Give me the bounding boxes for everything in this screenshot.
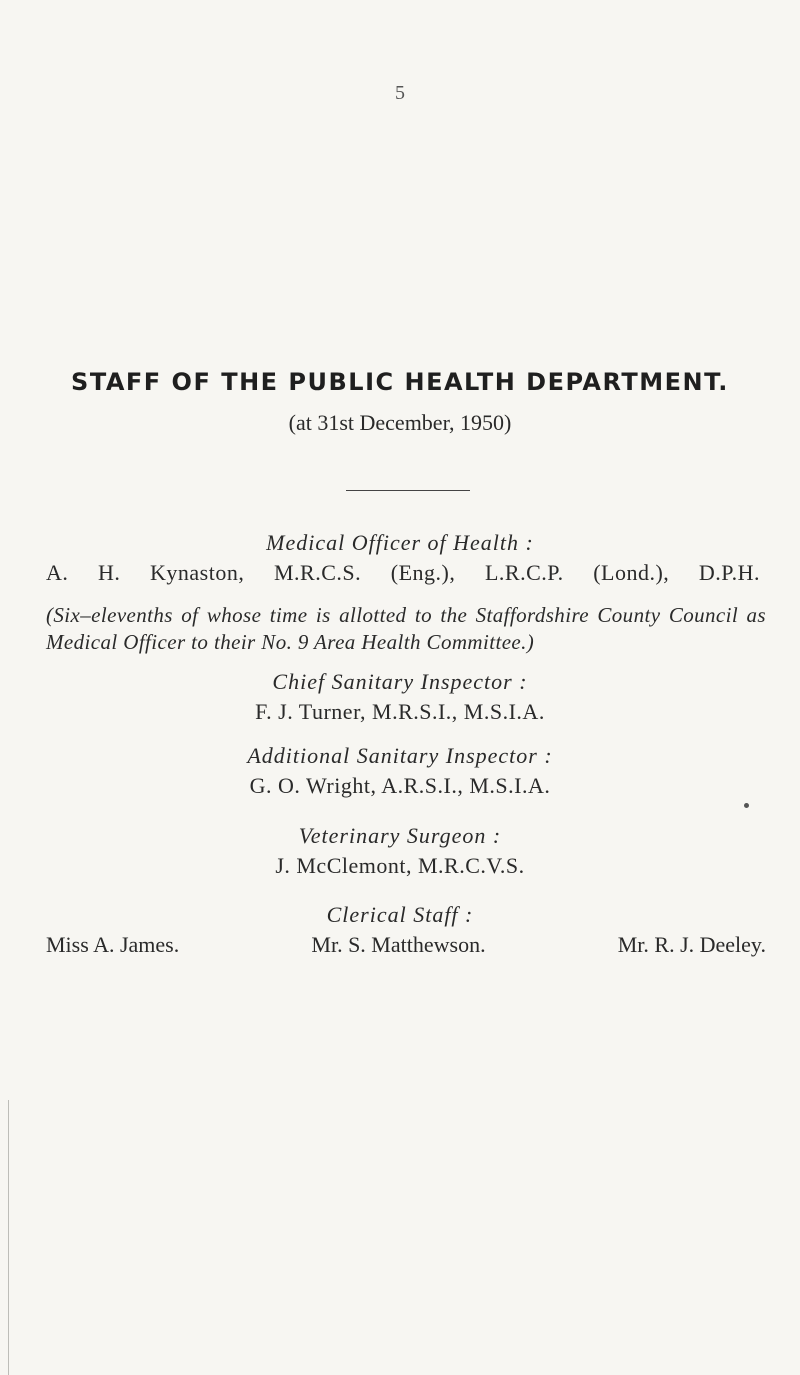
medical-officer-note: (Six–elevenths of whose time is allotted to the Staffordshire County Council as Medical Officer to their No. 9 Area Health Committee.) [46,603,766,654]
clerical-staff-member: Mr. S. Matthewson. [311,932,486,957]
chief-inspector-name: F. J. Turner, M.R.S.I., M.S.I.A. [255,699,545,724]
veterinary-surgeon-heading: Veterinary Surgeon : [298,823,502,848]
medical-officer-name: A. H. Kynaston, M.R.C.S. (Eng.), L.R.C.P. (Lond.), D.P.H. [46,560,760,585]
medical-officer-heading: Medical Officer of Health : [266,530,534,555]
page-edge-line [8,1100,9,1375]
divider [346,490,470,491]
page-number: 5 [395,82,405,104]
page-title: STAFF OF THE PUBLIC HEALTH DEPARTMENT. [71,368,729,396]
clerical-staff-list [46,932,766,958]
clerical-staff-member: Miss A. James. [46,932,180,957]
chief-inspector-heading: Chief Sanitary Inspector : [272,669,528,694]
additional-inspector-heading: Additional Sanitary Inspector : [247,743,553,768]
additional-inspector-name: G. O. Wright, A.R.S.I., M.S.I.A. [249,773,551,798]
page-subtitle: (at 31st December, 1950) [288,410,512,435]
clerical-staff-member: Mr. R. J. Deeley. [617,932,766,957]
veterinary-surgeon-name: J. McClemont, M.R.C.V.S. [275,853,525,878]
clerical-staff-heading: Clerical Staff : [326,902,474,927]
paper-speck [744,803,749,808]
